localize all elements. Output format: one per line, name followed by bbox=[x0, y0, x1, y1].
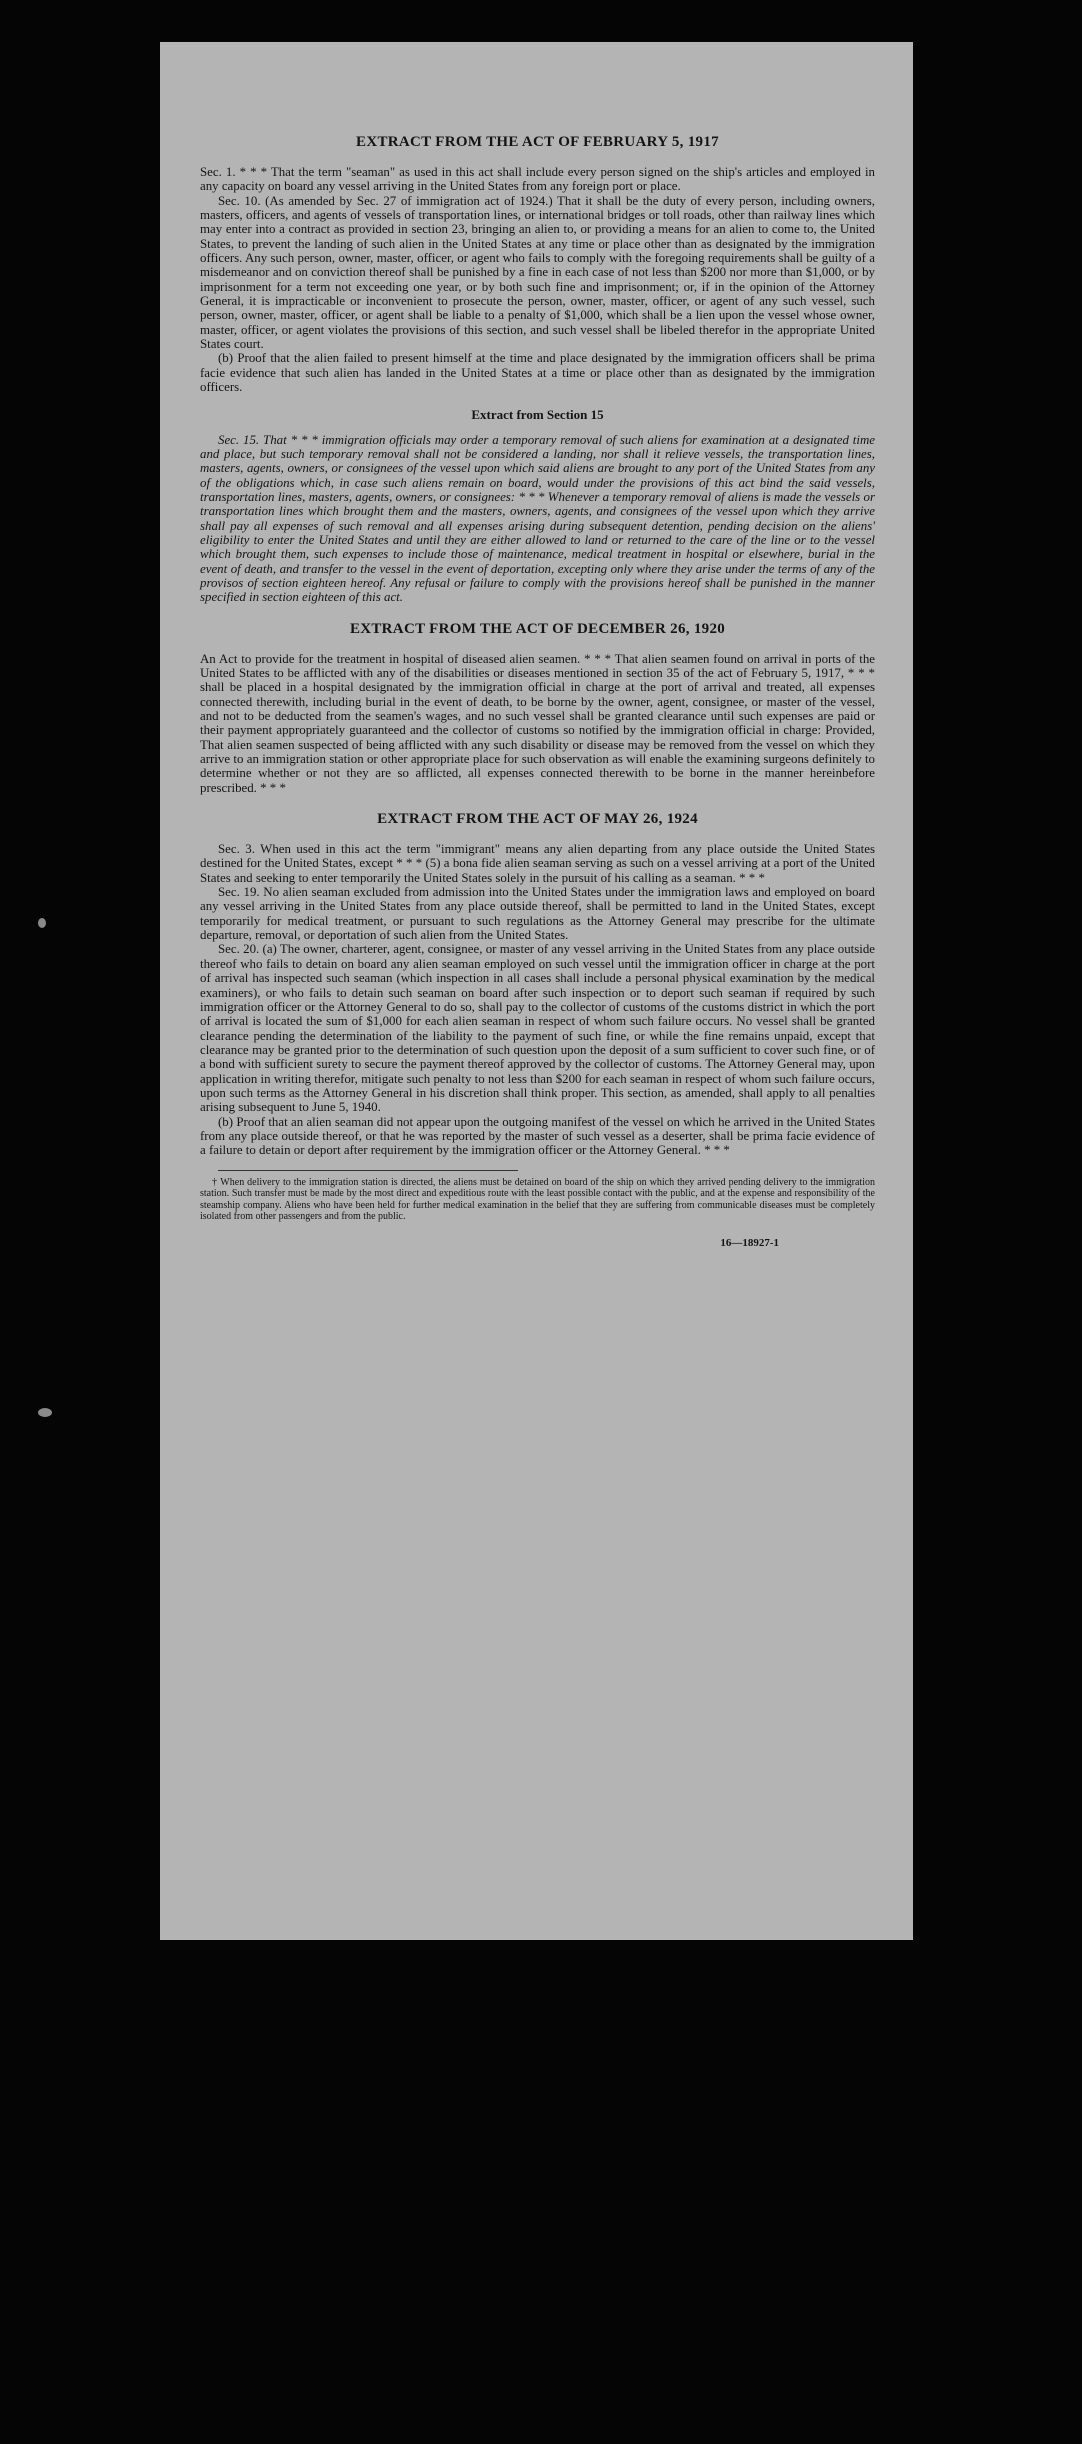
form-code: 16—18927-1 bbox=[720, 1237, 779, 1249]
paragraph-sec-20-a: Sec. 20. (a) The owner, charterer, agent, consignee, or master of any vessel arriving in the United States from any place outside thereof who fails to detain on board any alien seaman employed on such vessel until the immigration officer in charge at the port of arrival has inspected such seaman (which inspection in all cases shall include a personal physical examination by the medical examiners), or who fails to detain such seaman on board after such inspection or to deport such seaman if required by such immigration officer or the Attorney General to do so, shall pay to the collector of customs of the customs district in which the port of arrival is located the sum of $1,000 for each alien seaman in respect of whom such failure occurs. No vessel shall be granted clearance pending the determination of the liability to the payment of such fine, or while the fine remains unpaid, except that clearance may be granted prior to the determination of such question upon the deposit of a sum sufficient to cover such fine, or of a bond with sufficient surety to secure the payment thereof approved by the collector of customs. The Attorney General may, upon application in writing therefor, mitigate such penalty to not less than $200 for each seaman in respect of whom such failure occurs, upon such terms as the Attorney General in his discretion shall think proper. This section, as amended, shall apply to all penalties arising subsequent to June 5, 1940. bbox=[200, 942, 875, 1115]
section-heading-1924: EXTRACT FROM THE ACT OF MAY 26, 1924 bbox=[377, 811, 698, 828]
scan-speck bbox=[38, 918, 46, 928]
section-heading-1917: EXTRACT FROM THE ACT OF FEBRUARY 5, 1917 bbox=[356, 134, 719, 150]
paragraph-sec-10: Sec. 10. (As amended by Sec. 27 of immigration act of 1924.) That it shall be the duty of every person, including owners, masters, officers, and agents of vessels of transportation lines, or international bridges or toll roads, other than railway lines which may enter into a contract as provided in section 23, bringing an alien to, or providing a means for an alien to come to, the United States, to prevent the landing of such alien in the United States at any time or place other than as designated by the immigration officers. Any such person, owner, master, officer, or agent who fails to comply with the foregoing requirements shall be guilty of a misdemeanor and on conviction thereof shall be punished by a fine in each case of not less than $200 nor more than $1,000, or by imprisonment for a term not exceeding one year, or by both such fine and imprisonment; or, if in the opinion of the Attorney General, it is impracticable or inconvenient to prosecute the person, owner, master, officer, or agent of any such vessel, such person, owner, master, officer, or agent shall be liable to a penalty of $1,000, which shall be a lien upon the vessel whose owner, master, officer, or agent violates the provisions of this section, and such vessel shall be libeled therefor in the appropriate United States court. bbox=[200, 193, 875, 352]
paragraph-sec-3: Sec. 3. When used in this act the term "immigrant" means any alien departing from any place outside the United States destined for the United States, except * * * (5) a bona fide alien seaman serving as such on a vessel arriving at a port of the United States and seeking to enter temporarily the United States solely in the pursuit of his calling as a seaman. * * * bbox=[200, 842, 875, 885]
footnote: † When delivery to the immigration station is directed, the aliens must be detained on board of the ship on which they arrived pending delivery to the immigration station. Such transfer must be made by the most direct and expeditious route with the least possible contact with the public, and at the expense and responsibility of the steamship company. Aliens who have been held for further medical examination in the belief that they are suffering from communicable diseases must be completely isolated from other passengers and from the public. bbox=[200, 1176, 875, 1223]
paragraph-sec-15: Sec. 15. That * * * immigration officials may order a temporary removal of such aliens for examination at a designated time and place, but such temporary removal shall not be considered a landing, nor shall it relieve vessels, the transportation lines, masters, agents, owners, or consignees of the vessel upon which said aliens are brought to any port of the United States from any of the obligations which, in case such aliens remain on board, would under the provisions of this act bind the said vessels, transportation lines, masters, agents, owners, or consignees: * * * Whenever a temporary removal of aliens is made the vessels or transportation lines which brought them and the masters, owners, agents, and consignees of the vessel upon which they arrive shall pay all expenses of such removal and all expenses arising during subsequent detention, pending decision on the aliens' eligibility to enter the United States and until they are either allowed to land or returned to the care of the line or to the vessel which brought them, such expenses to include those of maintenance, medical treatment in hospital or elsewhere, burial in the event of death, and transfer to the vessel in the event of deportation, excepting only where they arise under the terms of any of the provisos of section eighteen hereof. Any refusal or failure to comply with the provisions hereof shall be punished in the manner specified in section eighteen of this act. bbox=[200, 432, 875, 605]
subheading-section-15: Extract from Section 15 bbox=[471, 406, 604, 422]
paragraph-sec-19: Sec. 19. No alien seaman excluded from admission into the United States under the immigration laws and employed on board any vessel arriving in the United States from any place outside thereof, shall be permitted to land in the United States, except temporarily for medical treatment, or pursuant to such regulations as the Attorney General may prescribe for the ultimate departure, removal, or deportation of such alien from the United States. bbox=[200, 885, 875, 943]
document-page bbox=[160, 42, 913, 1940]
paragraph-sec-1: Sec. 1. * * * That the term "seaman" as used in this act shall include every person signed on the ship's articles and employed in any capacity on board any vessel arriving in the United States from any foreign port or place. bbox=[200, 165, 875, 194]
section-heading-1920: EXTRACT FROM THE ACT OF DECEMBER 26, 1920 bbox=[349, 620, 726, 637]
scan-speck bbox=[38, 1408, 52, 1417]
paragraph-act-1920: An Act to provide for the treatment in hospital of diseased alien seamen. * * * That alien seamen found on arrival in ports of the United States to be afflicted with any of the disabilities or diseases mentioned in section 35 of the act of February 5, 1917, * * * shall be placed in a hospital designated by the immigration official in charge at the port of arrival and treated, all expenses connected therewith, including burial in the event of death, to be borne by the owner, agent, consignee, or master of the vessel, and not to be deducted from the seamen's wages, and no such vessel shall be granted clearance until such expenses are paid or their payment appropriately guaranteed and the collector of customs so notified by the immigration official in charge: Provided, That alien seamen suspected of being afflicted with any such disability or disease may be removed from the vessel on which they arrive to an immigration station or other appropriate place for such observation as will enable the examining surgeons definitely to determine whether or not they are so afflicted, all expenses connected therewith to be borne in the manner hereinbefore prescribed. * * * bbox=[200, 651, 875, 795]
footnote-divider bbox=[218, 1170, 518, 1171]
paragraph-sec-20-b: (b) Proof that an alien seaman did not appear upon the outgoing manifest of the vessel on which he arrived in the United States from any place outside thereof, or that he was reported by the master of such vessel as a deserter, shall be prima facie evidence of a failure to detain or deport after requirement by the immigration officer or the Attorney General. * * * bbox=[200, 1114, 875, 1158]
paragraph-sec-10-b: (b) Proof that the alien failed to present himself at the time and place designated by the immigration officers shall be prima facie evidence that such alien has landed in the United States at a time or place other than as designated by the immigration officers. bbox=[200, 351, 875, 395]
